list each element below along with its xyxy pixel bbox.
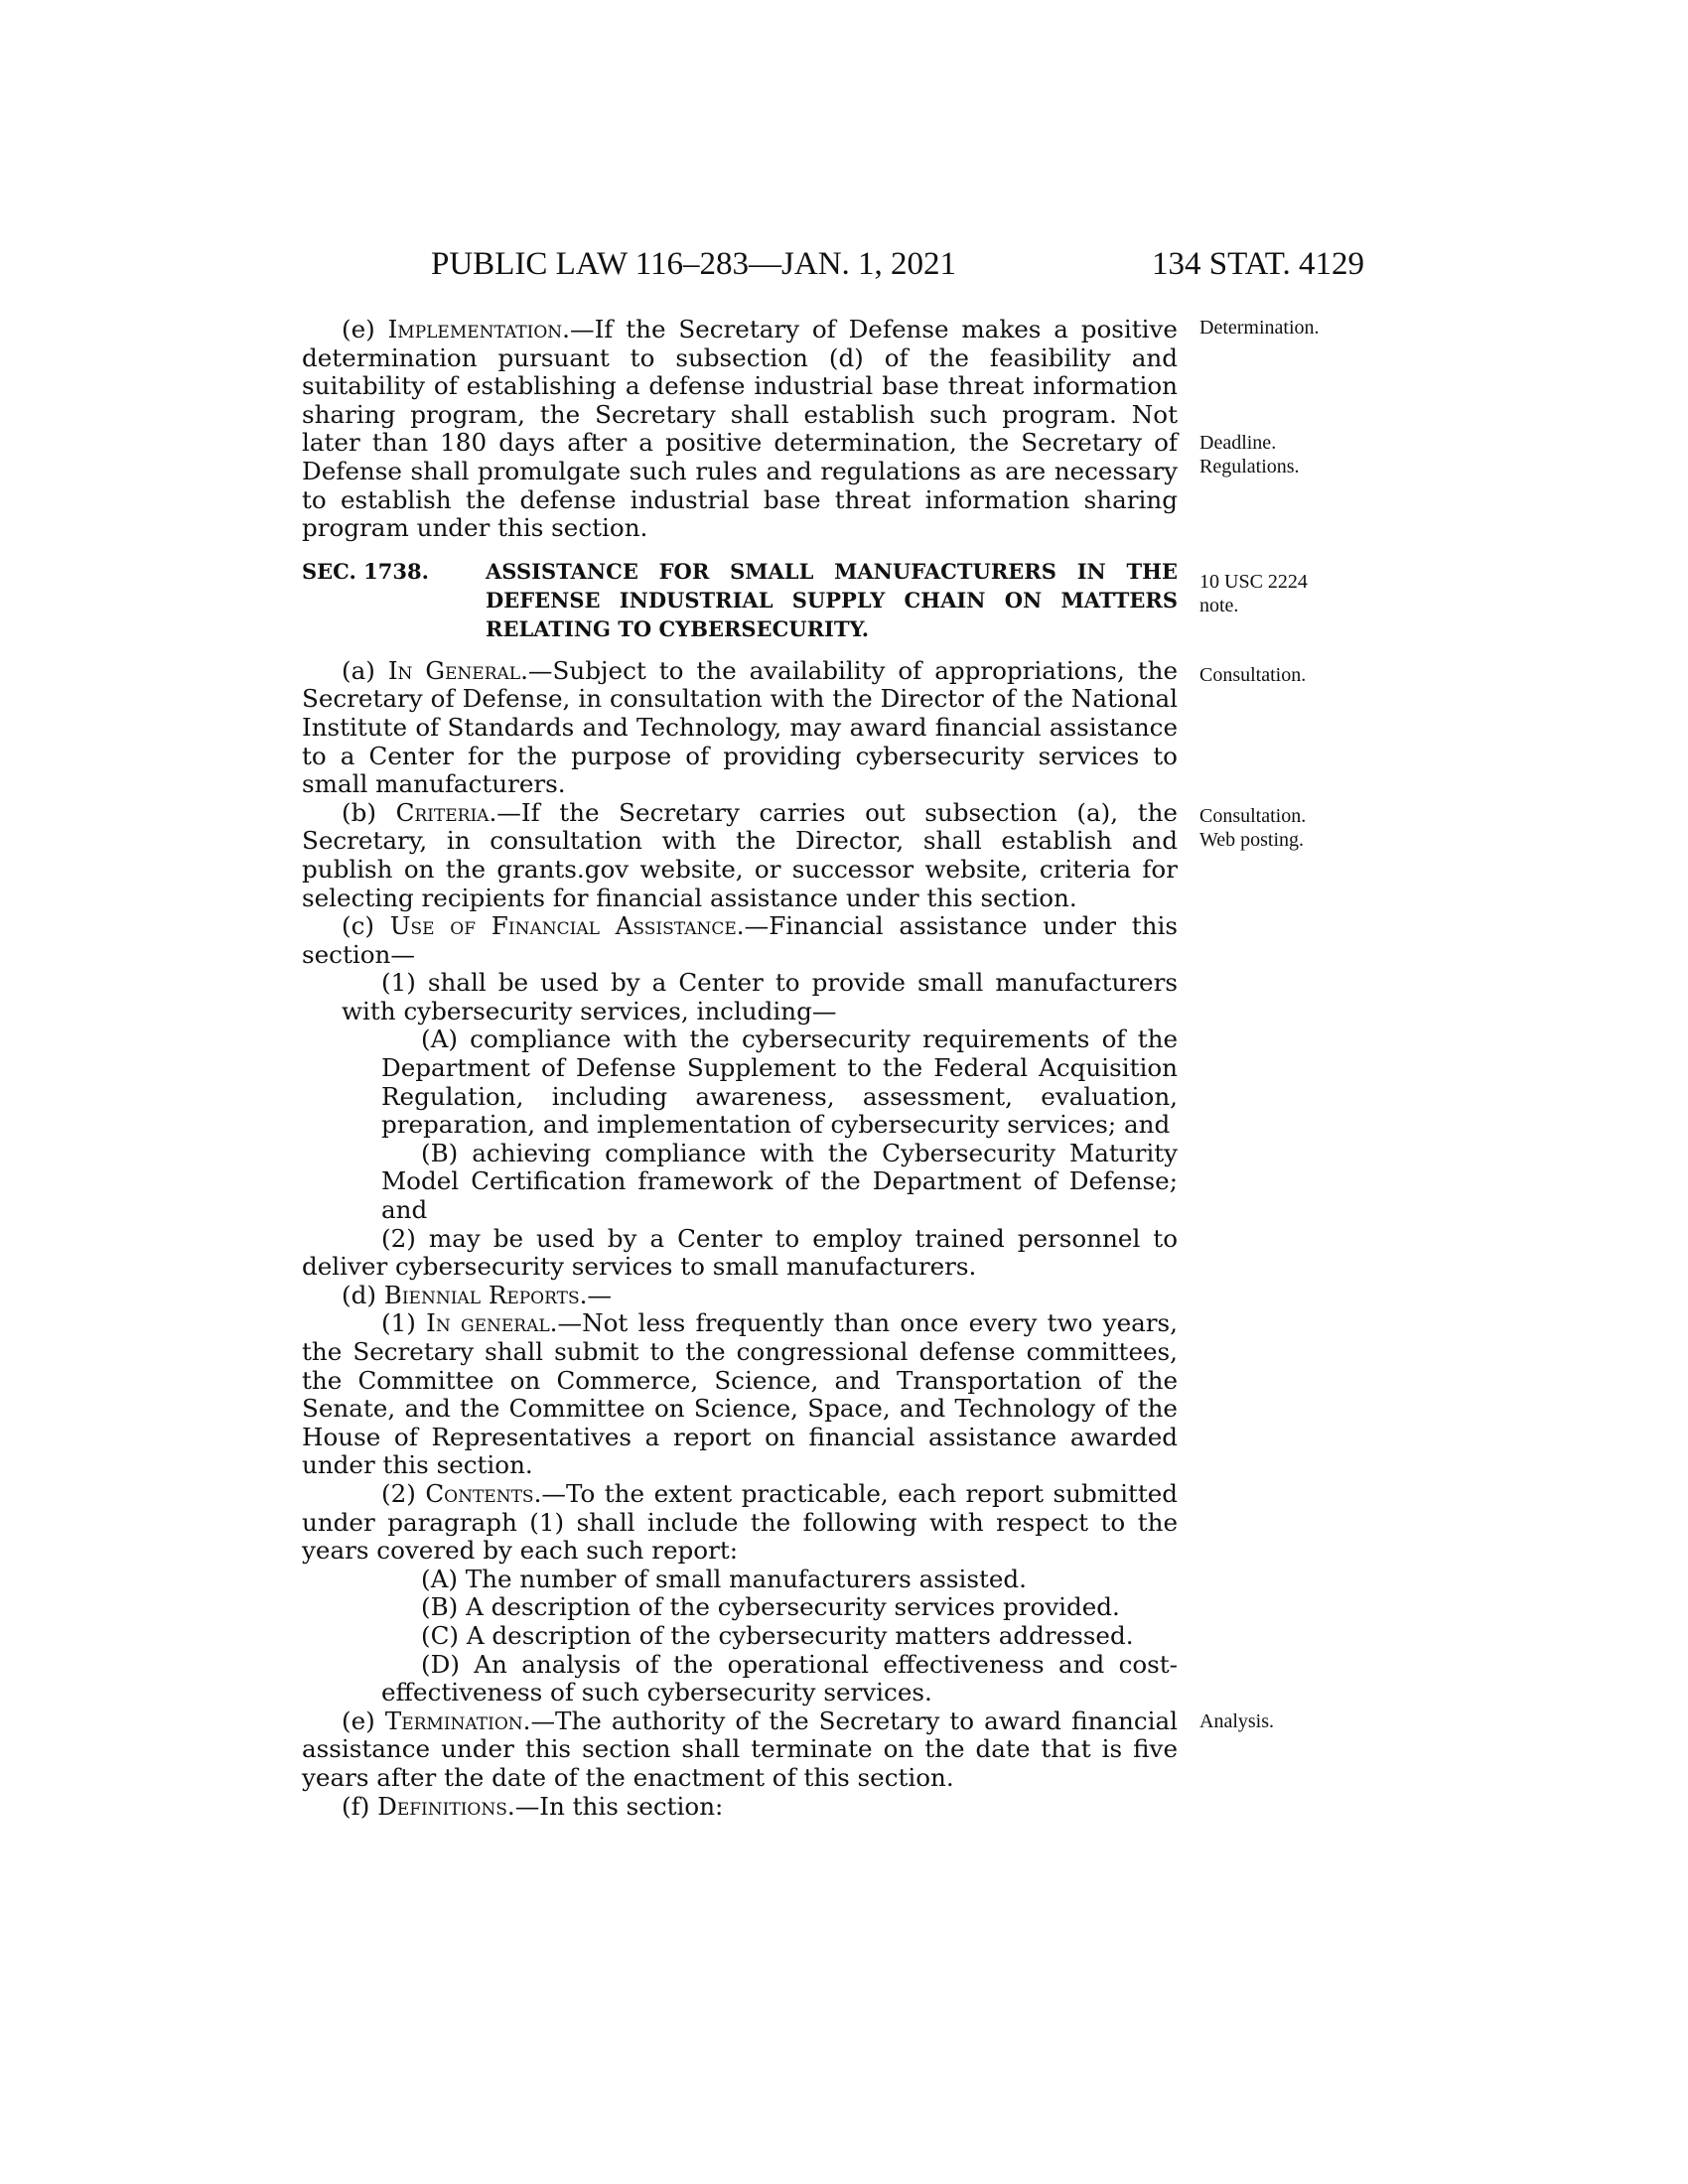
paragraph-c1a: (A) compliance with the cybersecurity requirements of the Department of Defense Supplement to the Federal Acquisition Regulation, including awareness, assessment, evaluation, preparation, and implementation of cybersecurity services; and [381,1024,1178,1140]
paragraph-c2: (2) may be used by a Center to employ trained personnel to deliver cybersecurity services to small manufacturers. [302,1223,1178,1282]
margin-note-consultation: Consultation. [1199,664,1307,686]
paragraph-d-biennial-reports: (d) Biennial Reports.— [342,1280,613,1309]
paragraph-d2a: (A) The number of small manufacturers assisted. [421,1564,1027,1593]
page-header [302,246,1364,286]
margin-note-deadline-regulations: Deadline. Regulations. [1199,432,1300,478]
paragraph-f-definitions: (f) Definitions.—In this section: [342,1791,724,1821]
section-number: SEC. 1738. [302,558,429,584]
document-body [302,316,1178,1821]
paragraph-a-in-general: (a) In General.—Subject to the availability of appropriations, the Secretary of Defense, in consultation with the Director of the National Institute of Standards and Technology, may award financial assistance to a Center for the purpose of providing cybersecurity services to small manufacturers. [302,655,1179,799]
paragraph-d2-contents: (2) Contents.—To the extent practicable, each report submitted under paragraph (1) shall include the following with respect to the years covered by each such report: [302,1478,1179,1566]
section-title: ASSISTANCE FOR SMALL MANUFACTURERS IN THE DEFENSE INDUSTRIAL SUPPLY CHAIN ON MATTERS RELATING TO CYBERSECURITY. [486,558,1178,641]
statute-page-number: 134 STAT. 4129 [1151,246,1364,282]
paragraph-e-termination: (e) Termination.—The authority of the Secretary to award financial assistance under this section shall terminate on the date that is five years after the date of the enactment of this section. [302,1706,1179,1792]
margin-note-consultation-web-posting: Consultation. Web posting. [1199,805,1307,851]
paragraph-d2b: (B) A description of the cybersecurity services provided. [421,1592,1120,1622]
margin-note-determination: Determination. [1199,317,1320,339]
paragraph-c1b: (B) achieving compliance with the Cybersecurity Maturity Model Certification framework of the Department of Defense; and [381,1138,1178,1225]
paragraph-e-implementation: (e) Implementation.—If the Secretary of Defense makes a positive determination pursuant to subsection (d) of the feasibility and suitability of establishing a defense industrial base threat information sharing program, the Secretary shall establish such program. Not later than 180 days after a positive determination, the Secretary of Defense shall promulgate such rules and regulations as are necessary to establish the defense industrial base threat information sharing program under this section. [302,315,1178,543]
paragraph-d1-in-general: (1) In general.—Not less frequently than once every two years, the Secretary shall submit to the congressional defense committees, the Committee on Commerce, Science, and Transportation of the Senate, and the Committee on Science, Space, and Technology of the House of Representatives a report on financial assistance awarded under this section. [302,1308,1178,1480]
paragraph-b-criteria: (b) Criteria.—If the Secretary carries out subsection (a), the Secretary, in consultation with the Director, shall establish and publish on the grants.gov website, or successor website, criteria for selecting recipients for financial assistance under this section. [302,797,1178,912]
section-heading [302,557,1178,643]
margin-note-usc: 10 USC 2224 note. [1199,571,1308,616]
paragraph-c-use-of-financial-assistance: (c) Use of Financial Assistance.—Financial assistance under this section— [302,911,1178,969]
paragraph-d2c: (C) A description of the cybersecurity matters addressed. [421,1620,1134,1650]
paragraph-d2d: (D) An analysis of the operational effectiveness and cost-effectiveness of such cybersecurity services. [381,1649,1178,1707]
paragraph-c1: (1) shall be used by a Center to provide small manufacturers with cybersecurity services, including— [342,968,1178,1025]
public-law-title: PUBLIC LAW 116–283—JAN. 1, 2021 [431,246,957,282]
margin-note-analysis: Analysis. [1199,1710,1274,1732]
